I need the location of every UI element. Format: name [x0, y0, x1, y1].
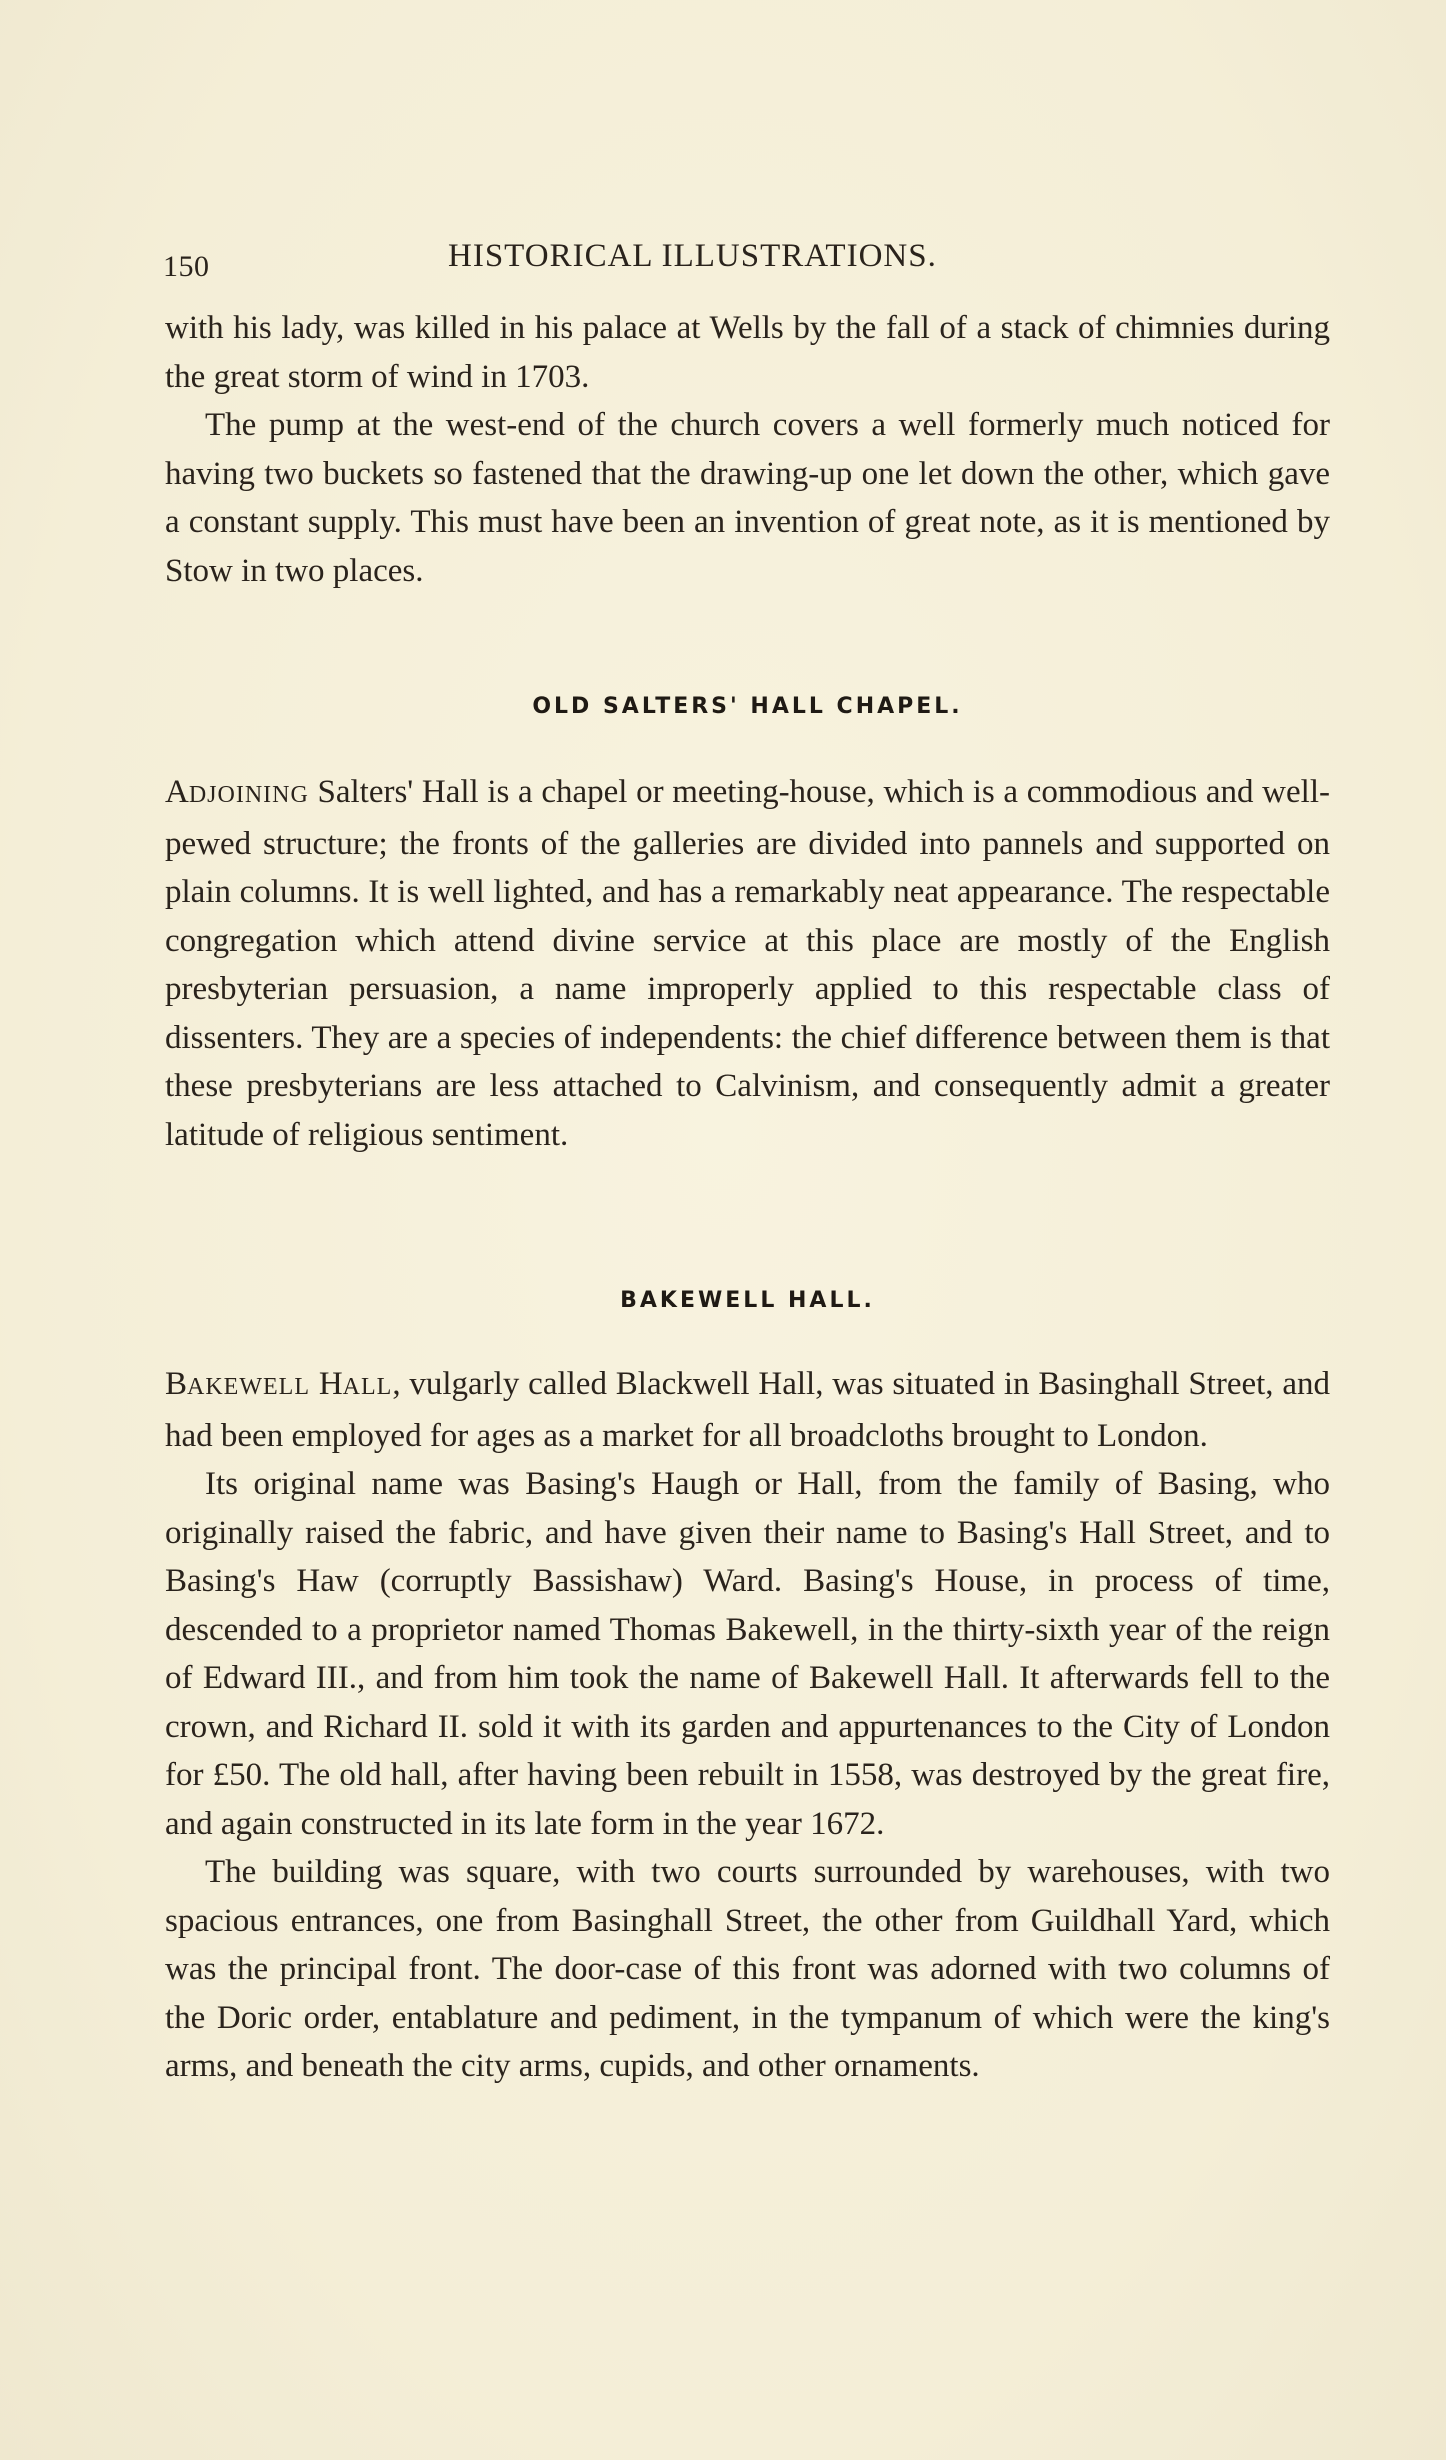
- paragraph-salters: [165, 768, 1330, 1159]
- paragraph-bakewell-intro-text: , vulgarly called Blackwell Hall, was situated in Basinghall Street, and had been employed for ages as a market for all broadcloths brought to London.: [165, 1366, 1331, 1454]
- small-caps-lead-rest: DJOINING: [188, 782, 309, 808]
- page-number: 150: [163, 250, 210, 283]
- paragraph-pump: The pump at the west-end of the church covers a well formerly much noticed for having two buckets so fastened that the drawing-up one let down the other, which gave a constant supply. This must have been an invention of great note, as it is mentioned by Stow in two places.: [165, 407, 1330, 589]
- small-caps-lead-initial-2: H: [318, 1366, 343, 1402]
- opening-text-block: [165, 304, 1330, 595]
- paragraph-continuation: with his lady, was killed in his palace at Wells by the fall of a stack of chimnies during the great storm of wind in 1703.: [165, 310, 1330, 395]
- small-caps-lead-initial: A: [165, 774, 189, 810]
- section-heading-bakewell-hall: BAKEWELL HALL.: [620, 1288, 875, 1313]
- section-heading-salters-hall-chapel: OLD SALTERS' HALL CHAPEL.: [532, 694, 963, 719]
- paragraph-bakewell-history: Its original name was Basing's Haugh or Hall, from the family of Basing, who originally raised the fabric, and have given their name to Basing's Hall Street, and to Basing's Haw (corruptly Bassishaw) Ward. Basing's House, in process of time, descended to a proprietor named Thomas Bakewell, in the thirty-sixth year of the reign of Edward III., and from him took the name of Bakewell Hall. It afterwards fell to the crown, and Richard II. sold it with its garden and appurtenances to the City of London for £50. The old hall, after having been rebuilt in 1558, was destroyed by the great fire, and again constructed in its late form in the year 1672.: [165, 1466, 1330, 1842]
- small-caps-lead-rest-2: ALL: [342, 1374, 393, 1400]
- small-caps-lead-rest-1: AKEWELL: [187, 1374, 310, 1400]
- small-caps-lead-initial-1: B: [165, 1366, 188, 1402]
- paragraph-bakewell-building: The building was square, with two courts surrounded by warehouses, with two spacious entrances, one from Basinghall Street, the other from Guildhall Yard, which was the principal front. The door-case of this front was adorned with two columns of the Doric order, entablature and pediment, in the tympanum of which were the king's arms, and beneath the city arms, cupids, and other ornaments.: [165, 1854, 1330, 2084]
- bakewell-text-block: [165, 1360, 1330, 2091]
- salters-text-block: [165, 768, 1330, 1159]
- paragraph-salters-text: Salters' Hall is a chapel or meeting-house, which is a commodious and well-pewed structure; the fronts of the galleries are divided into pannels and supported on plain columns. It is well lighted, and has a remarkably neat appearance. The respectable congregation which attend divine service at this place are mostly of the English presbyterian persuasion, a name improperly applied to this respectable class of dissenters. They are a species of independents: the chief difference between them is that these presbyterians are less attached to Calvinism, and consequently admit a greater latitude of religious sentiment.: [165, 774, 1330, 1153]
- paragraph-bakewell-intro: [165, 1360, 1330, 1460]
- running-head: [163, 238, 1328, 288]
- running-title: HISTORICAL ILLUSTRATIONS.: [448, 238, 937, 274]
